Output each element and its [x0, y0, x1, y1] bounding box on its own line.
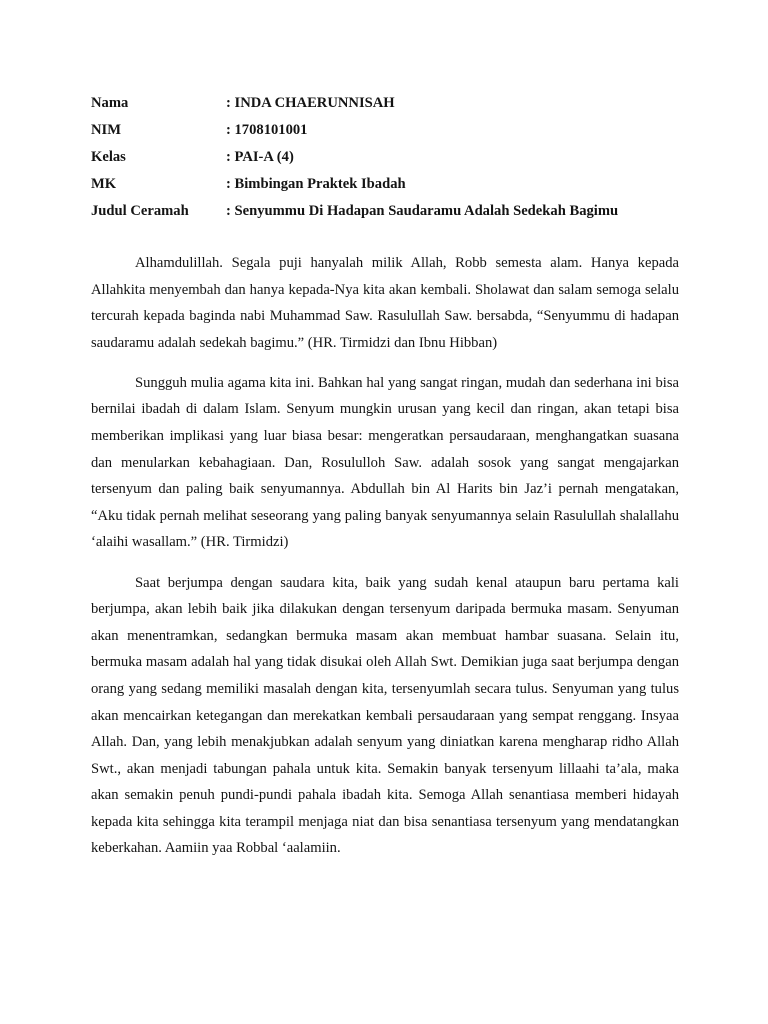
info-row-kelas [91, 146, 691, 173]
info-label: Kelas [91, 149, 126, 165]
info-label: MK [91, 176, 117, 192]
student-info-block [91, 92, 691, 227]
info-row-nim [91, 119, 691, 146]
info-value: : 1708101001 [226, 122, 308, 138]
body-paragraph: Sungguh mulia agama kita ini. Bahkan hal yang sangat ringan, mudah dan sederhana ini bisa bernilai ibadah di dalam Islam. Senyum mungkin urusan yang kecil dan ringan, akan tetapi bisa memberikan implikasi yang luar biasa besar: mengeratkan persaudaraan, menghangatkan suasana dan menularkan kebahagiaan. Dan, Rosululloh Saw. adalah sosok yang sangat mengajarkan tersenyum dan paling baik senyumannya. Abdullah bin Al Harits bin Jaz’i pernah mengatakan, “Aku tidak pernah melihat seseorang yang paling banyak senyumannya selain Rasulullah shalallahu ‘alaihi wasallam.” (HR. Tirmidzi) [91, 374, 679, 551]
body-paragraph: Saat berjumpa dengan saudara kita, baik yang sudah kenal ataupun baru pertama kali berjumpa, akan lebih baik jika dilakukan dengan tersenyum daripada bermuka masam. Senyuman akan menentramkan, sedangkan bermuka masam akan membuat hambar suasana. Selain itu, bermuka masam adalah hal yang tidak disukai oleh Allah Swt. Demikian juga saat berjumpa dengan orang yang sedang memiliki masalah dengan kita, tersenyumlah secara tulus. Senyuman yang tulus akan mencairkan ketegangan dan merekatkan kembali persaudaraan yang sempat renggang. Insyaa Allah. Dan, yang lebih menakjubkan adalah senyum yang diniatkan karena mengharap ridho Allah Swt., akan menjadi tabungan pahala untuk kita. Semakin banyak tersenyum lillaahi ta’ala, maka akan semakin penuh pundi-pundi pahala ibadah kita. Semoga Allah senantiasa memberi hidayah kepada kita sehingga kita terampil menjaga niat dan bisa senantiasa tersenyum yang mendatangkan keberkahan. Aamiin yaa Robbal ‘aalamiin. [91, 574, 679, 857]
info-value: : PAI-A (4) [226, 149, 294, 165]
info-value: : INDA CHAERUNNISAH [226, 95, 395, 111]
info-row-judul-ceramah [91, 200, 691, 227]
info-value: : Bimbingan Praktek Ibadah [226, 176, 406, 192]
info-label: Nama [91, 95, 129, 111]
info-value: : Senyummu Di Hadapan Saudaramu Adalah Sedekah Bagimu [226, 203, 619, 219]
info-row-nama [91, 92, 691, 119]
info-label: NIM [91, 122, 121, 138]
sermon-body [91, 250, 679, 876]
body-paragraph: Alhamdulillah. Segala puji hanyalah milik Allah, Robb semesta alam. Hanya kepada Allahkita menyembah dan hanya kepada-Nya kita akan kembali. Sholawat dan salam semoga selalu tercurah kepada baginda nabi Muhammad Saw. Rasulullah Saw. bersabda, “Senyummu di hadapan saudaramu adalah sedekah bagimu.” (HR. Tirmidzi dan Ibnu Hibban) [91, 255, 679, 351]
info-label: Judul Ceramah [91, 203, 189, 219]
info-row-mk [91, 173, 691, 200]
